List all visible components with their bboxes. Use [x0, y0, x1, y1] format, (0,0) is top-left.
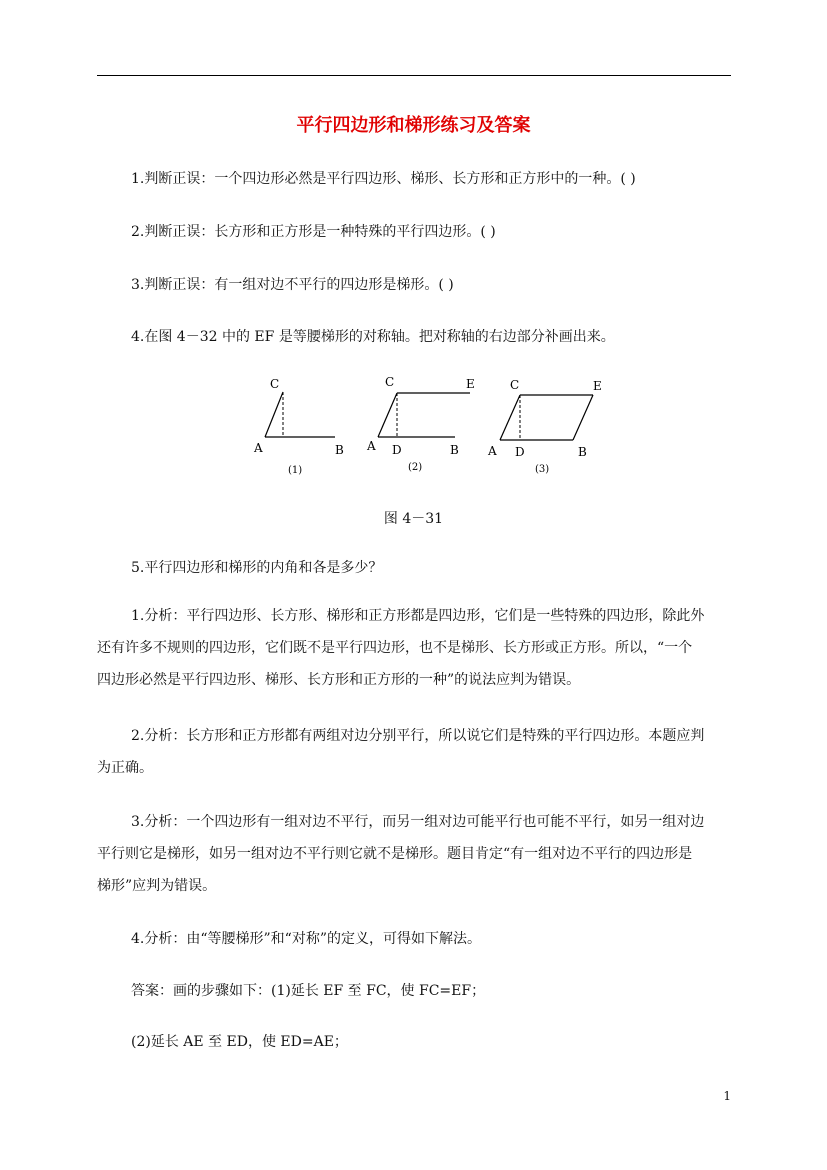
question-3: 3.判断正误：有一组对边不平行的四边形是梯形。( ) — [131, 277, 454, 293]
panel-label: (1) — [288, 465, 303, 476]
point-label: E — [593, 379, 602, 393]
point-label: D — [392, 443, 402, 457]
figure-4-31 — [250, 370, 610, 480]
point-label: B — [335, 443, 344, 457]
analysis-line: 还有许多不规则的四边形，它们既不是平行四边形，也不是梯形、长方形或正方形。所以，“一个 — [97, 640, 693, 656]
figure-panel-2 — [366, 375, 475, 473]
point-label: C — [270, 377, 280, 391]
page-number: 1 — [723, 1089, 731, 1103]
point-label: B — [578, 445, 587, 459]
panel-label: (3) — [535, 464, 550, 475]
analysis-line: 梯形”应判为错误。 — [97, 878, 217, 894]
figure-panel-1 — [253, 377, 344, 476]
analysis-1 — [97, 600, 731, 696]
analysis-line: 2.分析：长方形和正方形都有两组对边分别平行，所以说它们是特殊的平行四边形。本题应判 — [131, 728, 705, 744]
analysis-line: 3.分析：一个四边形有一组对边不平行，而另一组对边可能平行也可能不平行，如另一组对边 — [131, 814, 705, 830]
question-1: 1.判断正误：一个四边形必然是平行四边形、梯形、长方形和正方形中的一种。( ) — [131, 171, 636, 187]
figure-caption: 图 4－31 — [383, 511, 444, 527]
point-label: C — [510, 378, 520, 392]
point-label: A — [488, 444, 497, 458]
point-label: B — [450, 443, 459, 457]
page-title: 平行四边形和梯形练习及答案 — [296, 115, 531, 136]
panel-label: (2) — [408, 462, 423, 473]
point-label: C — [385, 375, 395, 389]
header-rule — [97, 75, 731, 76]
point-label: A — [367, 439, 376, 453]
analysis-4: 4.分析：由“等腰梯形”和“对称”的定义，可得如下解法。 — [131, 931, 481, 947]
point-label: E — [466, 377, 475, 391]
answer-step-1: 答案：画的步骤如下：(1)延长 EF 至 FC，使 FC=EF； — [131, 983, 486, 999]
analysis-line: 平行则它是梯形，如另一组对边不平行则它就不是梯形。题目肯定“有一组对边不平行的四边形是 — [97, 846, 693, 862]
question-4: 4.在图 4－32 中的 EF 是等腰梯形的对称轴。把对称轴的右边部分补画出来。 — [131, 329, 615, 345]
question-2: 2.判断正误：长方形和正方形是一种特殊的平行四边形。( ) — [131, 224, 496, 240]
answer-step-2: (2)延长 AE 至 ED，使 ED=AE； — [131, 1034, 348, 1050]
point-label: D — [515, 445, 525, 459]
analysis-line: 四边形必然是平行四边形、梯形、长方形和正方形的一种”的说法应判为错误。 — [97, 672, 581, 688]
analysis-line: 1.分析：平行四边形、长方形、梯形和正方形都是四边形，它们是一些特殊的四边形，除此外 — [131, 608, 705, 624]
figure-panel-3 — [487, 378, 602, 475]
point-label: A — [254, 441, 263, 455]
analysis-3 — [97, 806, 731, 902]
question-5: 5.平行四边形和梯形的内角和各是多少？ — [131, 560, 383, 576]
analysis-2 — [97, 720, 731, 784]
analysis-line: 为正确。 — [97, 760, 153, 776]
